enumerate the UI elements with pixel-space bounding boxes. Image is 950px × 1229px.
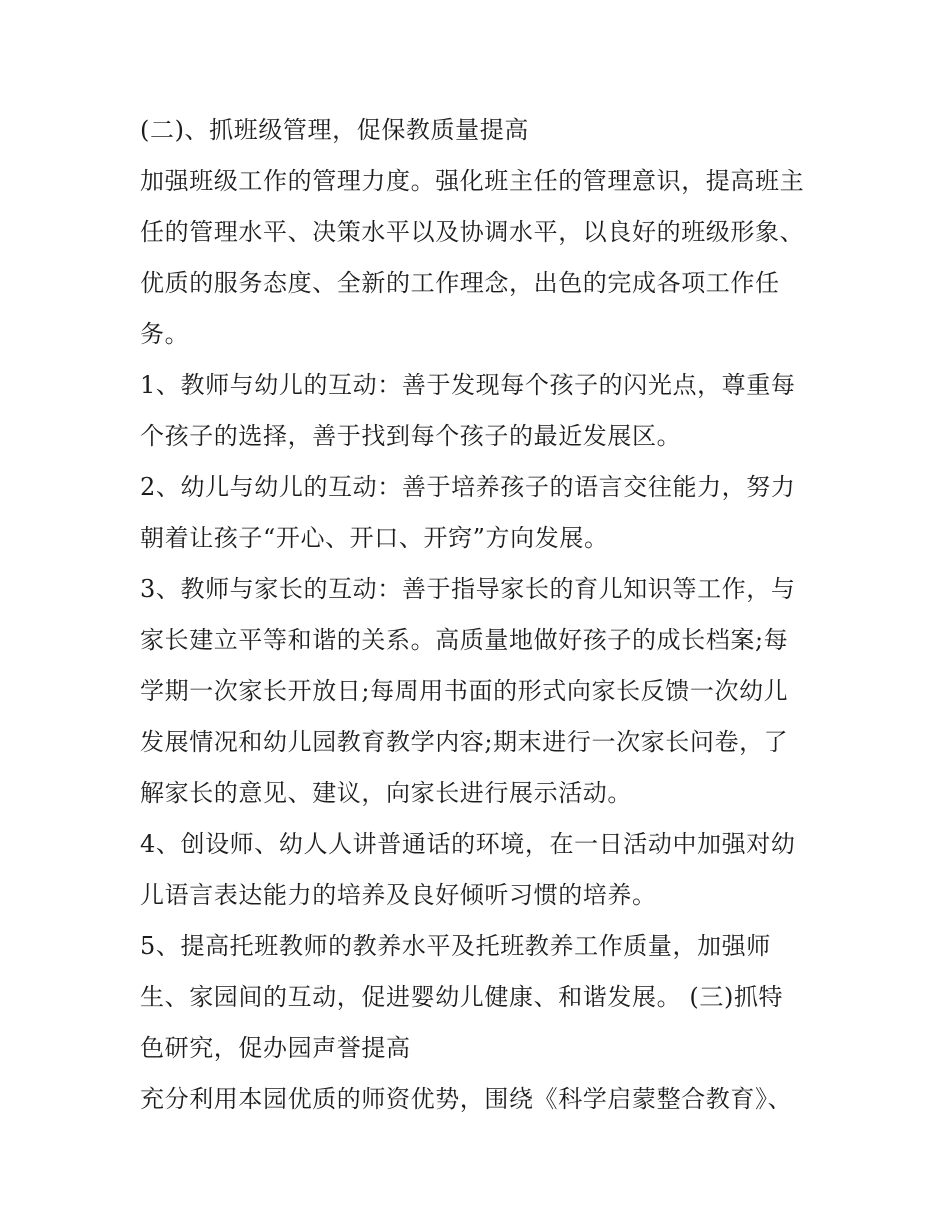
list-item-line: 发展情况和幼儿园教育教学内容;期末进行一次家长问卷，了 <box>140 728 789 756</box>
list-item-line: 家长建立平等和谐的关系。高质量地做好孩子的成长档案;每 <box>140 626 789 654</box>
paragraph-line: 任的管理水平、决策水平以及协调水平，以良好的班级形象、 <box>140 218 805 246</box>
list-item-line: 4、创设师、幼人人讲普通话的环境，在一日活动中加强对幼 <box>140 830 796 858</box>
list-item-line: 3、教师与家长的互动：善于指导家长的育儿知识等工作，与 <box>140 575 796 603</box>
paragraph-line: 加强班级工作的管理力度。强化班主任的管理意识，提高班主 <box>140 167 805 195</box>
paragraph-line: 充分利用本园优质的师资优势，围绕《科学启蒙整合教育》、 <box>140 1085 793 1113</box>
section-heading-class-management: (二)、抓班级管理，促保教质量提高 <box>140 116 529 144</box>
list-item-line: 2、幼儿与幼儿的互动：善于培养孩子的语言交往能力，努力 <box>140 473 796 501</box>
paragraph-line: 优质的服务态度、全新的工作理念，出色的完成各项工作任 <box>140 269 780 297</box>
list-item-line: 朝着让孩子“开心、开口、开窍”方向发展。 <box>140 524 609 552</box>
list-item-line: 解家长的意见、建议，向家长进行展示活动。 <box>140 779 632 807</box>
list-item-line: 生、家园间的互动，促进婴幼儿健康、和谐发展。 (三)抓特 <box>140 983 784 1011</box>
list-item-line: 学期一次家长开放日;每周用书面的形式向家长反馈一次幼儿 <box>140 677 789 705</box>
section-heading-featured-research: 色研究，促办园声誉提高 <box>140 1034 411 1062</box>
list-item-line: 个孩子的选择，善于找到每个孩子的最近发展区。 <box>140 422 682 450</box>
list-item-line: 1、教师与幼儿的互动：善于发现每个孩子的闪光点，尊重每 <box>140 371 796 399</box>
list-item-line: 儿语言表达能力的培养及良好倾听习惯的培养。 <box>140 881 657 909</box>
paragraph-line: 务。 <box>140 320 190 348</box>
list-item-line: 5、提高托班教师的教养水平及托班教养工作质量，加强师 <box>140 932 771 960</box>
